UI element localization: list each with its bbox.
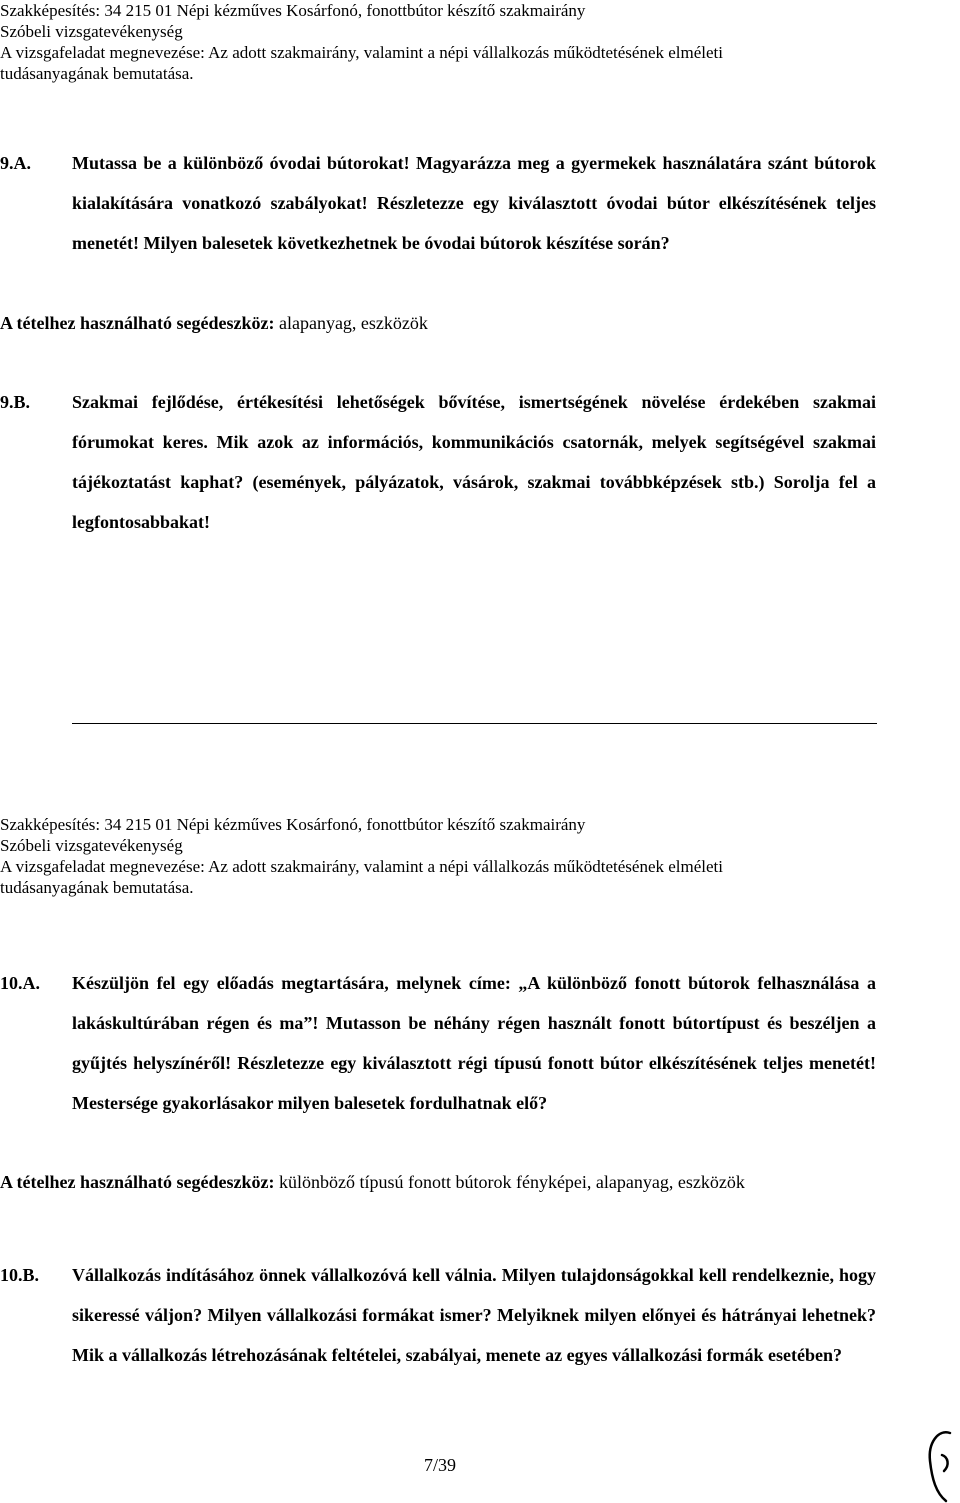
page-number: 7/39 (423, 1455, 456, 1475)
aid-value: alapanyag, eszközök (278, 313, 428, 333)
header-task-name-cont: tudásanyagának bemutatása. (0, 64, 194, 83)
header-exam-type: Szóbeli vizsgatevékenység (0, 22, 183, 41)
aid-value: különböző típusú fonott bútorok fényképei, alapanyag, eszközök (278, 1172, 745, 1192)
task-text: Mutassa be a különböző óvodai bútorokat! Magyarázza meg a gyermekek használatára szánt bútorok kialakítására vonatkozó szabályokat! Részletezze egy kiválasztott óvodai bútor elkészítésének teljes menetét! Milyen balesetek következhetnek be óvodai bútorok készítése során? (72, 153, 876, 253)
task-number: 9.A. (0, 153, 31, 173)
task-number: 10.B. (0, 1265, 40, 1285)
aid-9 (0, 311, 876, 336)
task-10a (0, 963, 876, 1123)
page-header (0, 814, 880, 898)
header-qualification: Szakképesítés: 34 215 01 Népi kézműves Kosárfonó, fonottbútor készítő szakmairány (0, 815, 586, 834)
task-text: Készüljön fel egy előadás megtartására, melynek címe: „A különböző fonott bútorok felhasználása a lakáskultúrában régen és ma”! Mutasson be néhány régen használt fonott bútortípust és beszéljen a gyűjtés helyszínéről! Részletezze egy kiválasztott régi típusú fonott bútor elkészítésének teljes menetét! Mestersége gyakorlásakor milyen balesetek fordulhatnak elő? (72, 973, 876, 1113)
header-task-name-cont: tudásanyagának bemutatása. (0, 878, 194, 897)
aid-10 (0, 1170, 876, 1195)
task-number: 10.A. (0, 973, 40, 993)
header-task-name: A vizsgafeladat megnevezése: Az adott szakmairány, valamint a népi vállalkozás működtetésének elméleti (0, 857, 724, 876)
aid-label: A tételhez használható segédeszköz: (0, 313, 275, 333)
page-header (0, 0, 880, 84)
task-9a (0, 143, 876, 263)
task-number: 9.B. (0, 392, 31, 412)
task-text: Vállalkozás indításához önnek vállalkozóvá kell válnia. Milyen tulajdonságokkal kell rendelkeznie, hogy sikeressé váljon? Milyen vállalkozási formákat ismer? Melyiknek milyen előnyei és hátrányai lehetnek? Mik a vállalkozás létrehozásának feltételei, szabályai, menete az egyes vállalkozási formák esetében? (72, 1265, 876, 1365)
task-10b (0, 1255, 876, 1375)
task-text: Szakmai fejlődése, értékesítési lehetőségek bővítése, ismertségének növelése érdekében szakmai fórumokat keres. Mik azok az információs, kommunikációs csatornák, melyek segítségével szakmai tájékoztatást kaphat? (események, pályázatok, vásárok, szakmai továbbképzések stb.) Sorolja fel a legfontosabbakat! (72, 392, 876, 532)
header-exam-type: Szóbeli vizsgatevékenység (0, 836, 183, 855)
task-9b (0, 382, 876, 542)
page-divider (72, 723, 877, 724)
signature-mark (920, 1425, 960, 1503)
header-task-name: A vizsgafeladat megnevezése: Az adott szakmairány, valamint a népi vállalkozás működtetésének elméleti (0, 43, 724, 62)
header-qualification: Szakképesítés: 34 215 01 Népi kézműves Kosárfonó, fonottbútor készítő szakmairány (0, 1, 586, 20)
aid-label: A tételhez használható segédeszköz: (0, 1172, 275, 1192)
